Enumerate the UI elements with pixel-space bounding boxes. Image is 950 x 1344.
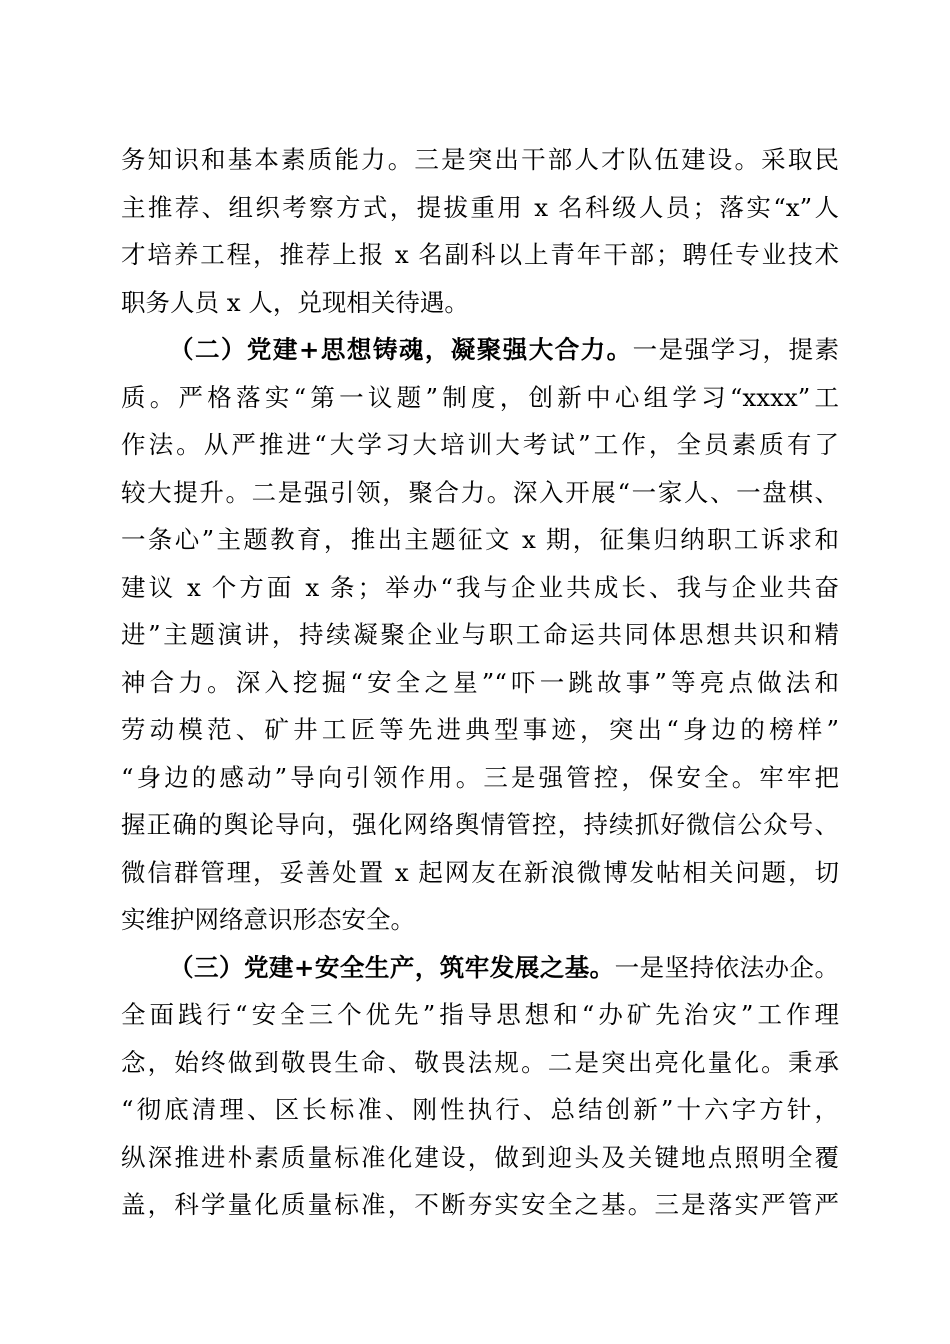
text-line: 实维护网络意识形态安全。 [121,905,415,934]
text-line: 质。严格落实“第一议题”制度，创新中心组学习“xxxx”工 [121,383,839,412]
text-line: 较大提升。二是强引领，聚合力。深入开展“一家人、一盘棋、 [121,478,839,507]
text-line: 劳动模范、矿井工匠等先进典型事迹，突出“身边的榜样” [121,715,839,744]
text-line: 念，始终做到敬畏生命、敬畏法规。二是突出亮化量化。秉承 [121,1048,839,1077]
text-line: 一条心”主题教育，推出主题征文 x 期，征集归纳职工诉求和 [121,525,839,554]
text-line: 盖，科学量化质量标准，不断夯实安全之基。三是落实严管严 [121,1190,839,1219]
text-line: 作法。从严推进“大学习大培训大考试”工作，全员素质有了 [121,430,839,459]
text-line: 务知识和基本素质能力。三是突出干部人才队伍建设。采取民 [121,145,839,174]
text-line: 建议 x 个方面 x 条；举办“我与企业共成长、我与企业共奋 [121,573,839,602]
paragraph-first-line [169,949,839,987]
text-span: 一是坚持依法办企。 [614,953,840,982]
section-heading: （二）党建+思想铸魂，凝聚强大合力。 [169,335,633,364]
text-line: “身边的感动”导向引领作用。三是强管控，保安全。牢牢把 [121,763,839,792]
text-span: 一是强学习，提素 [632,335,840,364]
section-heading: （三）党建+安全生产，筑牢发展之基。 [169,953,615,982]
text-line: 握正确的舆论导向，强化网络舆情管控，持续抓好微信公众号、 [121,810,839,839]
text-line: 主推荐、组织考察方式，提拔重用 x 名科级人员；落实“x”人 [121,193,839,222]
text-line: 进”主题演讲，持续凝聚企业与职工命运共同体思想共识和精 [121,620,839,649]
text-line: 职务人员 x 人，兑现相关待遇。 [121,288,469,317]
paragraph-first-line [169,331,839,369]
text-line: “彻底清理、区长标准、刚性执行、总结创新”十六字方针， [121,1095,839,1124]
text-line: 才培养工程，推荐上报 x 名副科以上青年干部；聘任专业技术 [121,240,839,269]
text-line: 全面践行“安全三个优先”指导思想和“办矿先治灾”工作理 [121,1000,839,1029]
text-line: 纵深推进朴素质量标准化建设，做到迎头及关键地点照明全覆 [121,1143,839,1172]
text-line: 神合力。深入挖掘“安全之星”“吓一跳故事”等亮点做法和 [121,668,839,697]
text-line: 微信群管理，妥善处置 x 起网友在新浪微博发帖相关问题，切 [121,858,839,887]
